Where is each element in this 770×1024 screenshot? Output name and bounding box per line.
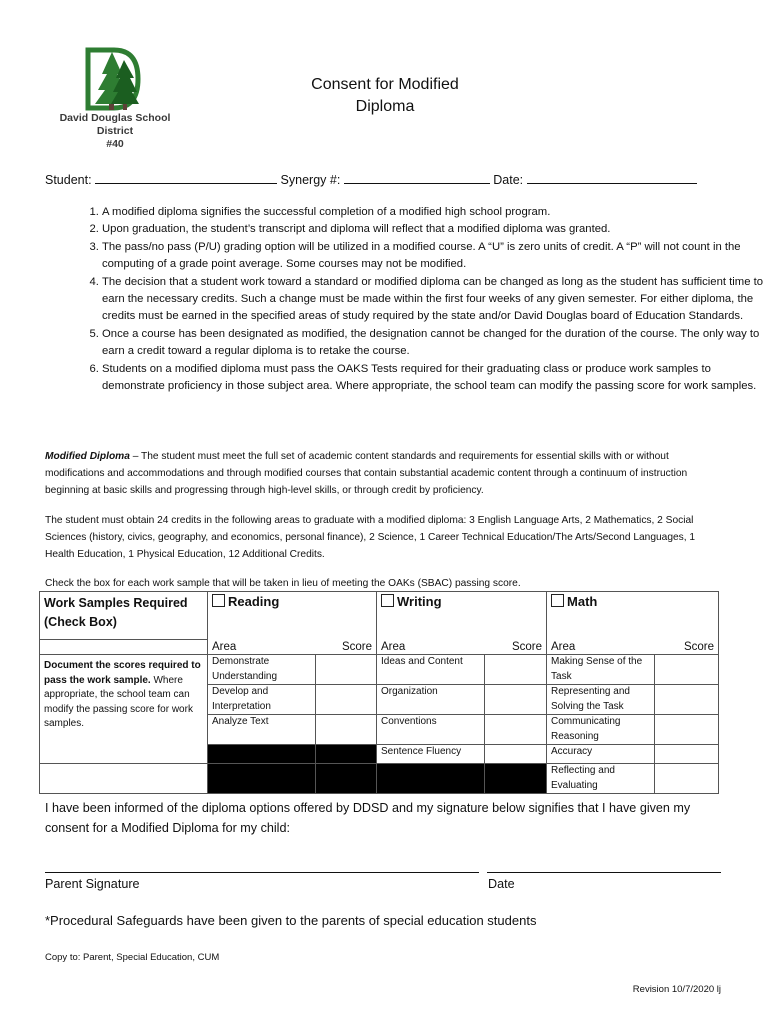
math-area-cell: Communicating Reasoning (547, 715, 655, 745)
modified-diploma-paragraph (45, 448, 725, 500)
logo-text (50, 112, 180, 151)
parent-signature-label: Parent Signature (45, 877, 140, 891)
synergy-label: Synergy #: (280, 173, 341, 187)
consent-statement: I have been informed of the diploma options offered by DDSD and my signature below signifies that I have given my consent for a Modified Diploma for my child: (45, 801, 691, 835)
revision-note: Revision 10/7/2020 lj (632, 984, 721, 995)
writing-area-header: Area (377, 640, 485, 655)
signature-date-label: Date (488, 877, 515, 891)
blacked-out-cell (485, 764, 547, 794)
blacked-out-cell (316, 745, 377, 764)
reading-score-cell[interactable] (316, 715, 377, 745)
student-field[interactable] (95, 171, 277, 184)
math-score-cell[interactable] (655, 745, 719, 764)
date-field[interactable] (527, 171, 697, 184)
writing-score-header: Score (511, 640, 543, 653)
blacked-out-cell (208, 764, 316, 794)
credits-paragraph: The student must obtain 24 credits in the following areas to graduate with a modified diploma: 3 English Language Arts, 2 Mathematics, 2 Social Sciences (history, civics, geography, and economics, personal finance), 2 Science, 1 Career Technical Education/The Arts/Second Languages, 1 Health Education, 1 Physical Education, 12 Additional Credits. (45, 515, 696, 561)
reading-score-header: Score (341, 640, 373, 653)
writing-header (377, 592, 547, 640)
reading-checkbox[interactable] (212, 594, 225, 607)
blank-cell (40, 764, 208, 794)
reading-score-cell[interactable] (316, 685, 377, 715)
math-checkbox[interactable] (551, 594, 564, 607)
work-samples-header: Work Samples Required (Check Box) (40, 592, 208, 640)
writing-area-cell: Organization (377, 685, 485, 715)
document-scores-note (40, 655, 208, 764)
tree-logo-icon (54, 46, 178, 116)
document-scores-rest: Where appropriate, the school team can modify the passing score for work samples. (44, 674, 193, 729)
logo-district-number: #40 (106, 138, 124, 150)
math-score-cell[interactable] (655, 764, 719, 794)
math-score-cell[interactable] (655, 685, 719, 715)
signature-date-line[interactable] (487, 872, 721, 873)
work-samples-table (39, 591, 719, 794)
math-area-cell: Making Sense of the Task (547, 655, 655, 685)
writing-label: Writing (397, 594, 442, 609)
reading-area-cell: Demonstrate Understanding (208, 655, 316, 685)
writing-score-cell[interactable] (485, 685, 547, 715)
math-label: Math (567, 594, 598, 609)
list-item: 1. A modified diploma signifies the successful completion of a modified high school program. (102, 204, 770, 221)
math-score-cell[interactable] (655, 655, 719, 685)
blacked-out-cell (208, 745, 316, 764)
list-item: 6. Students on a modified diploma must pass the OAKS Tests required for their graduating class or produce work samples to demonstrate proficiency in those subject area. Where appropriate, the school team can modify the passing score for work samples. (102, 361, 770, 396)
reading-area-header: Area (208, 640, 316, 655)
writing-area-cell: Ideas and Content (377, 655, 485, 685)
title-line-1: Consent for Modified (311, 76, 459, 93)
blacked-out-cell (377, 764, 485, 794)
reading-area-cell: Analyze Text (208, 715, 316, 745)
math-header (547, 592, 719, 640)
math-score-header: Score (655, 640, 719, 655)
blacked-out-cell (316, 764, 377, 794)
parent-signature-line[interactable] (45, 872, 479, 873)
math-area-header: Area (547, 640, 655, 655)
reading-score-cell[interactable] (316, 655, 377, 685)
date-label: Date: (493, 173, 524, 187)
reading-label: Reading (228, 594, 280, 609)
writing-score-cell[interactable] (485, 655, 547, 685)
list-item: 2. Upon graduation, the student’s transcript and diploma will reflect that a modified diploma was granted. (102, 221, 770, 238)
writing-score-cell[interactable] (485, 745, 547, 764)
list-item: 4. The decision that a student work toward a standard or modified diploma can be changed as long as the student has sufficient time to earn the necessary credits. Such a change must be made within the first four weeks of any given semester. For either diploma, the credits must be earned in the specified areas of study required by the state and/or David Douglas board of Education Standards. (102, 274, 770, 326)
math-area-cell: Representing and Solving the Task (547, 685, 655, 715)
writing-score-cell[interactable] (485, 715, 547, 745)
logo-district-name: David Douglas School District (59, 112, 171, 137)
list-item: 5. Once a course has been designated as modified, the designation cannot be changed for the duration of the course. The only way to earn a credit toward a regular diploma is to retake the course. (102, 326, 770, 361)
modified-diploma-definition: – The student must meet the full set of academic content standards and requirements for essential skills with or without modifications and accommodations and through modified courses that contain substantial academic content through a continuum of instruction beginning at basic skills and progressing through high-level skills, or through credit by proficiency. (45, 451, 688, 497)
page-title (280, 74, 490, 118)
rules-list (60, 204, 770, 395)
list-item: 3. The pass/no pass (P/U) grading option will be utilized in a modified course. A “U” is zero units of credit. A “P” will not count in the computing of a grade point average. Some courses may not be modified. (102, 239, 770, 274)
writing-area-cell: Conventions (377, 715, 485, 745)
math-area-cell: Accuracy (547, 745, 655, 764)
synergy-field[interactable] (344, 171, 490, 184)
check-instruction: Check the box for each work sample that will be taken in lieu of meeting the OAKs (SBAC) passing score. (45, 578, 521, 589)
reading-header (208, 592, 377, 640)
writing-checkbox[interactable] (381, 594, 394, 607)
document-scores-bold: Document the scores required to pass the work sample. (44, 660, 201, 686)
writing-area-cell: Sentence Fluency (377, 745, 485, 764)
math-score-cell[interactable] (655, 715, 719, 745)
blank-cell (40, 640, 208, 655)
copy-to-note: Copy to: Parent, Special Education, CUM (45, 952, 220, 963)
student-label: Student: (45, 173, 92, 187)
procedural-safeguards-note: *Procedural Safeguards have been given to the parents of special education students (45, 913, 537, 928)
reading-area-cell: Develop and Interpretation (208, 685, 316, 715)
modified-diploma-term: Modified Diploma (45, 451, 130, 462)
math-area-cell: Reflecting and Evaluating (547, 764, 655, 794)
student-info-line (45, 171, 725, 187)
title-line-2: Diploma (355, 98, 415, 115)
